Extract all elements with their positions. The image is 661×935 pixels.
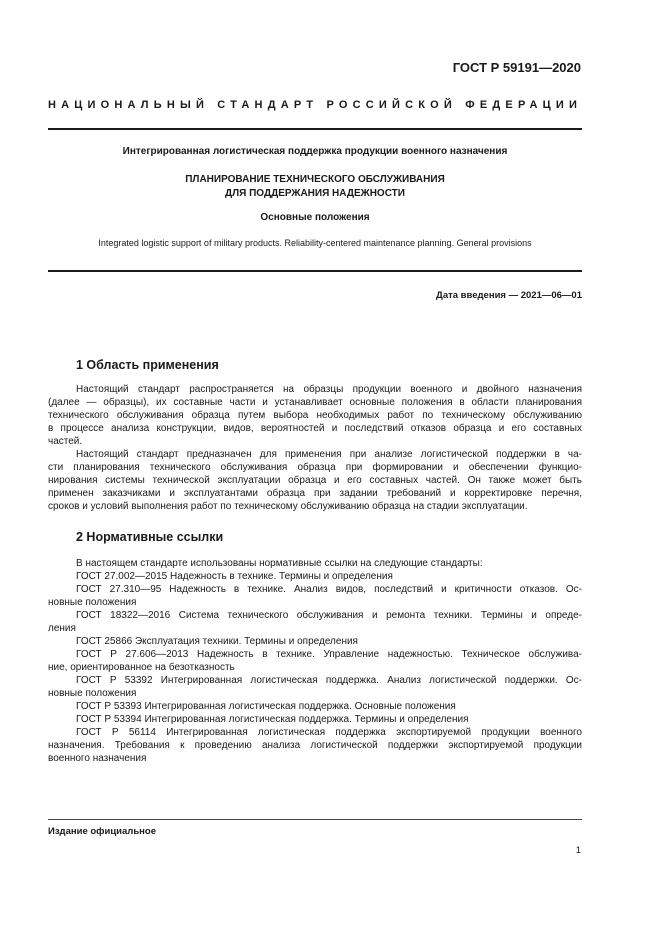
reference-line: ГОСТ 25866 Эксплуатация техники. Термины и определения (76, 636, 358, 647)
subtitle: Основные положения (260, 212, 370, 223)
reference-line: ГОСТ 18322—2016 Система технического обслуживания и ремонта техники. Термины и опреде- (76, 610, 582, 621)
text-line: частей. (48, 436, 83, 447)
text-line: технического обслуживания образца путем выбора необходимых работ по техническому обслуживанию (48, 410, 582, 421)
reference-line: ГОСТ Р 53392 Интегрированная логистическая поддержка. Анализ логистической поддержки. Ос- (76, 675, 582, 686)
title-rule (48, 270, 582, 272)
reference-line: новные положения (48, 597, 137, 608)
main-title-line-1: ПЛАНИРОВАНИЕ ТЕХНИЧЕСКОГО ОБСЛУЖИВАНИЯ (185, 174, 445, 185)
organization-title: НАЦИОНАЛЬНЫЙ СТАНДАРТ РОССИЙСКОЙ ФЕДЕРАЦИИ (48, 99, 583, 111)
reference-line: ГОСТ 27.002—2015 Надежность в технике. Термины и определения (76, 571, 393, 582)
subject-title: Интегрированная логистическая поддержка продукции военного назначения (122, 146, 508, 157)
section-1-paragraph-2 (48, 448, 582, 513)
reference-line: ления (48, 623, 76, 634)
text-line: сроков и условий выполнения работ по техническому обслуживанию образца на стадии эксплуатации. (48, 501, 528, 512)
reference-line: новные положения (48, 688, 137, 699)
page-number: 1 (575, 845, 581, 856)
main-title (48, 173, 582, 201)
reference-line: ГОСТ 27.310—95 Надежность в технике. Анализ видов, последствий и критичности отказов. Ос- (76, 584, 582, 595)
reference-line: военного назначения (48, 753, 147, 764)
reference-line: ГОСТ Р 53394 Интегрированная логистическая поддержка. Термины и определения (76, 714, 469, 725)
text-line: (далее — образцы), их составные части и устанавливает основные положения в области планирования (48, 397, 582, 408)
footer-rule (48, 819, 582, 820)
reference-line: ГОСТ Р 27.606—2013 Надежность в технике. Управление надежностью. Техническое обслужива- (76, 649, 582, 660)
reference-line: ГОСТ Р 53393 Интегрированная логистическая поддержка. Основные положения (76, 701, 456, 712)
standard-code: ГОСТ Р 59191—2020 (452, 60, 581, 75)
references-intro: В настоящем стандарте использованы нормативные ссылки на следующие стандарты: (76, 558, 483, 569)
section-1-heading: 1 Область применения (76, 358, 219, 372)
top-rule (48, 128, 582, 130)
date-of-introduction: Дата введения — 2021—06—01 (436, 290, 582, 301)
reference-line: назначения. Требования к проведению анализа логистической поддержки экспортируемой продукции (48, 740, 582, 751)
reference-line: ние, ориентированное на безотказность (48, 662, 235, 673)
edition-note: Издание официальное (48, 826, 156, 837)
english-title: Integrated logistic support of military products. Reliability-centered maintenance planning. General provisions (98, 238, 532, 248)
text-line: нирования системы технической эксплуатации образца и его составных частей. Он также может быть (48, 475, 582, 486)
main-title-line-2: ДЛЯ ПОДДЕРЖАНИЯ НАДЕЖНОСТИ (225, 188, 405, 199)
reference-line: ГОСТ Р 56114 Интегрированная логистическая поддержка экспортируемой продукции военного (76, 727, 582, 738)
text-line: в процессе анализа конструкции, видов, вероятностей и последствий отказов образца и его составных (48, 423, 582, 434)
section-2-heading: 2 Нормативные ссылки (76, 530, 224, 544)
text-line: Настоящий стандарт предназначен для применения при анализе логистической поддержки в ча- (76, 449, 582, 460)
text-line: сти планирования технического обслуживания образца при формировании и обеспечении функцио- (48, 462, 582, 473)
text-line: Настоящий стандарт распространяется на образцы продукции военного и двойного назначения (76, 384, 582, 395)
normative-references-list (48, 557, 582, 765)
text-line: применен заказчиками и эксплуатантами образца при задании требований и корректировке перечня, (48, 488, 582, 499)
section-1-paragraph-1 (48, 383, 582, 448)
